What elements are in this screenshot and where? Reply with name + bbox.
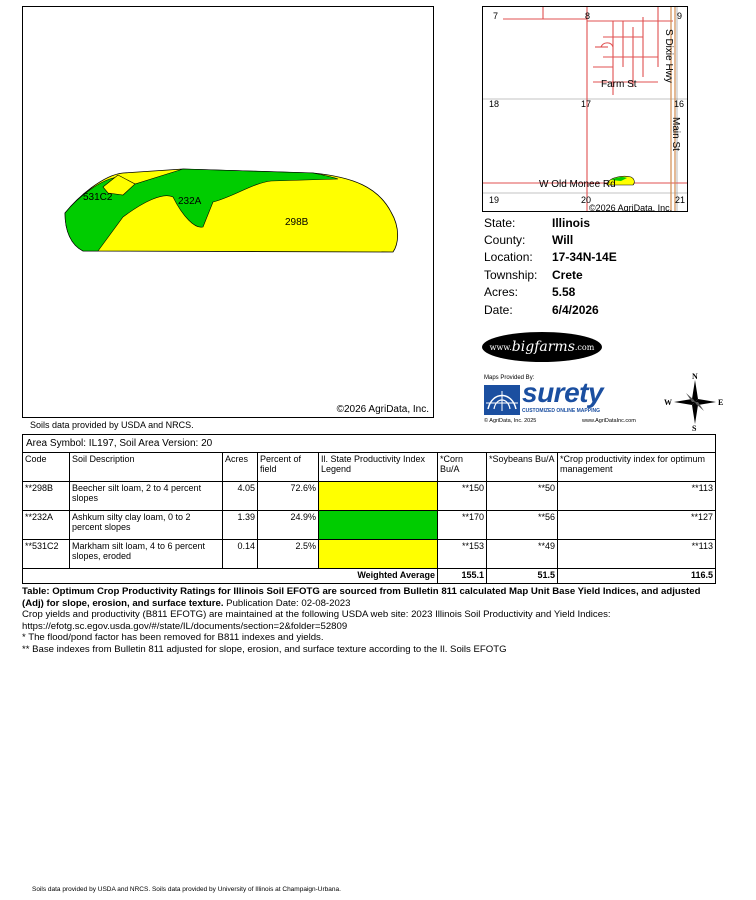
table-row xyxy=(23,511,716,540)
field-info xyxy=(484,214,704,318)
surety-wordmark: surety xyxy=(522,377,604,408)
soil-table xyxy=(22,434,716,584)
section-17: 17 xyxy=(581,99,592,109)
notes-source xyxy=(22,586,722,609)
surety-tagline: CUSTOMIZED ONLINE MAPPING xyxy=(522,408,600,414)
soils-credit-bottom: Soils data provided by USDA and NRCS. Soils data provided by University of Illinois at Champaign-Urbana. xyxy=(32,886,341,893)
cell-legend xyxy=(319,511,438,540)
info-value: 6/4/2026 xyxy=(552,302,599,317)
info-key: Location: xyxy=(484,250,533,265)
cell-corn: **170 xyxy=(438,511,487,540)
info-row-acres xyxy=(484,284,704,301)
table-notes xyxy=(22,586,722,656)
info-row-date xyxy=(484,301,704,318)
cell-corn: **150 xyxy=(438,482,487,511)
compass-rose-icon xyxy=(664,372,726,432)
weighted-average-label: Weighted Average xyxy=(23,569,438,584)
compass-n: N xyxy=(692,372,698,381)
legend-swatch xyxy=(319,482,437,510)
cell-corn: **153 xyxy=(438,540,487,569)
weighted-corn: 155.1 xyxy=(438,569,487,584)
legend-swatch xyxy=(319,511,437,539)
soil-map-copyright: ©2026 AgriData, Inc. xyxy=(336,404,429,415)
section-18: 18 xyxy=(489,99,500,109)
weighted-soy: 51.5 xyxy=(487,569,558,584)
notes-line2: Crop yields and productivity (B811 EFOTG) are maintained at the following USDA web site: 2023 Illinois Soil Productivity and Yield Indices: xyxy=(22,609,611,621)
header-acres: Acres xyxy=(223,453,258,482)
locator-map-drawing xyxy=(483,7,688,212)
header-code: Code xyxy=(23,453,70,482)
info-row-location xyxy=(484,249,704,266)
table-header-row xyxy=(23,453,716,482)
info-value: Crete xyxy=(552,267,583,282)
bigfarms-logo[interactable] xyxy=(482,332,602,362)
header-cpi: *Crop productivity index for optimum management xyxy=(558,453,716,482)
surety-copyright: © AgriData, Inc. 2025 xyxy=(484,418,537,424)
bigfarms-name: bigfarms xyxy=(511,339,575,355)
soils-credit-top: Soils data provided by USDA and NRCS. xyxy=(30,420,194,430)
notes-url: https://efotg.sc.egov.usda.gov/#/state/IL/documents/section=2&folder=52809 xyxy=(22,620,348,632)
cell-cpi: **127 xyxy=(558,511,716,540)
section-19: 19 xyxy=(489,195,500,205)
area-symbol-row xyxy=(23,435,716,453)
globe-icon xyxy=(484,385,520,415)
area-symbol: Area Symbol: IL197, Soil Area Version: 20 xyxy=(23,435,716,453)
compass-s: S xyxy=(692,424,697,432)
cell-acres: 1.39 xyxy=(223,511,258,540)
info-value: Will xyxy=(552,233,574,248)
cell-percent: 2.5% xyxy=(258,540,319,569)
surety-website: www.AgriDataInc.com xyxy=(582,418,636,424)
bigfarms-prefix: www. xyxy=(489,342,512,352)
table-row xyxy=(23,540,716,569)
info-key: Date: xyxy=(484,302,513,317)
notes-bold: Table: Optimum Crop Productivity Ratings for Illinois Soil EFOTG are sourced from Bulletin 811 calculated Map Unit Base Yield Indices, and adjusted (Adj) for slope, erosion, and surface texture. xyxy=(22,586,701,609)
header-percent: Percent of field xyxy=(258,453,319,482)
notes-line5: ** Base indexes from Bulletin 811 adjusted for slope, erosion, and surface texture according to the Il. Soils EFOTG xyxy=(22,643,507,655)
road-main-st: Main St xyxy=(670,117,681,151)
section-20: 20 xyxy=(581,195,592,205)
cell-soy: **50 xyxy=(487,482,558,511)
cell-cpi: **113 xyxy=(558,482,716,511)
info-value: 5.58 xyxy=(552,285,576,300)
section-8: 8 xyxy=(585,11,591,21)
soil-label-298B: 298B xyxy=(285,217,309,228)
bigfarms-suffix: .com xyxy=(574,342,595,352)
maps-provided-by: Maps Provided By: xyxy=(484,375,535,381)
cell-desc: Ashkum silty clay loam, 0 to 2 percent slopes xyxy=(70,511,223,540)
section-21: 21 xyxy=(675,195,686,205)
soil-map[interactable] xyxy=(22,6,434,418)
soil-label-232A: 232A xyxy=(178,196,202,207)
cell-acres: 4.05 xyxy=(223,482,258,511)
locator-copyright: ©2026 AgriData, Inc. xyxy=(589,203,673,213)
section-7: 7 xyxy=(493,11,499,21)
cell-code: **298B xyxy=(23,482,70,511)
compass-w: W xyxy=(664,398,672,407)
road-s-dixie-hwy: S Dixie Hwy xyxy=(663,29,674,83)
info-value: Illinois xyxy=(552,215,591,230)
cell-desc: Beecher silt loam, 2 to 4 percent slopes xyxy=(70,482,223,511)
info-key: State: xyxy=(484,215,516,230)
weighted-cpi: 116.5 xyxy=(558,569,716,584)
header-legend: Il. State Productivity Index Legend xyxy=(319,453,438,482)
cell-soy: **56 xyxy=(487,511,558,540)
soil-map-drawing xyxy=(23,7,435,419)
notes-line4: * The flood/pond factor has been removed for B811 indexes and yields. xyxy=(22,632,324,644)
info-key: Acres: xyxy=(484,285,519,300)
table-row xyxy=(23,482,716,511)
legend-swatch xyxy=(319,540,437,568)
cell-legend xyxy=(319,540,438,569)
road-w-old-monee-rd: W Old Monee Rd xyxy=(539,179,616,190)
cell-cpi: **113 xyxy=(558,540,716,569)
info-key: County: xyxy=(484,233,526,248)
section-16: 16 xyxy=(674,99,685,109)
header-soil-description: Soil Description xyxy=(70,453,223,482)
section-9: 9 xyxy=(677,11,683,21)
info-row-state xyxy=(484,214,704,231)
cell-percent: 72.6% xyxy=(258,482,319,511)
notes-pub-date: Publication Date: 02-08-2023 xyxy=(223,597,351,609)
surety-logo[interactable] xyxy=(482,375,657,425)
header-soybeans: *Soybeans Bu/A xyxy=(487,453,558,482)
cell-soy: **49 xyxy=(487,540,558,569)
cell-percent: 24.9% xyxy=(258,511,319,540)
info-key: Township: xyxy=(484,267,538,282)
cell-code: **531C2 xyxy=(23,540,70,569)
soil-label-531C2: 531C2 xyxy=(83,192,113,203)
cell-code: **232A xyxy=(23,511,70,540)
cell-acres: 0.14 xyxy=(223,540,258,569)
cell-legend xyxy=(319,482,438,511)
info-value: 17-34N-14E xyxy=(552,250,617,265)
cell-desc: Markham silt loam, 4 to 6 percent slopes, eroded xyxy=(70,540,223,569)
header-corn: *Corn Bu/A xyxy=(438,453,487,482)
info-row-county xyxy=(484,231,704,248)
locator-map[interactable] xyxy=(482,6,688,212)
weighted-average-row xyxy=(23,569,716,584)
info-row-township xyxy=(484,266,704,283)
compass-e: E xyxy=(718,398,724,407)
road-farm-st: Farm St xyxy=(601,79,637,90)
